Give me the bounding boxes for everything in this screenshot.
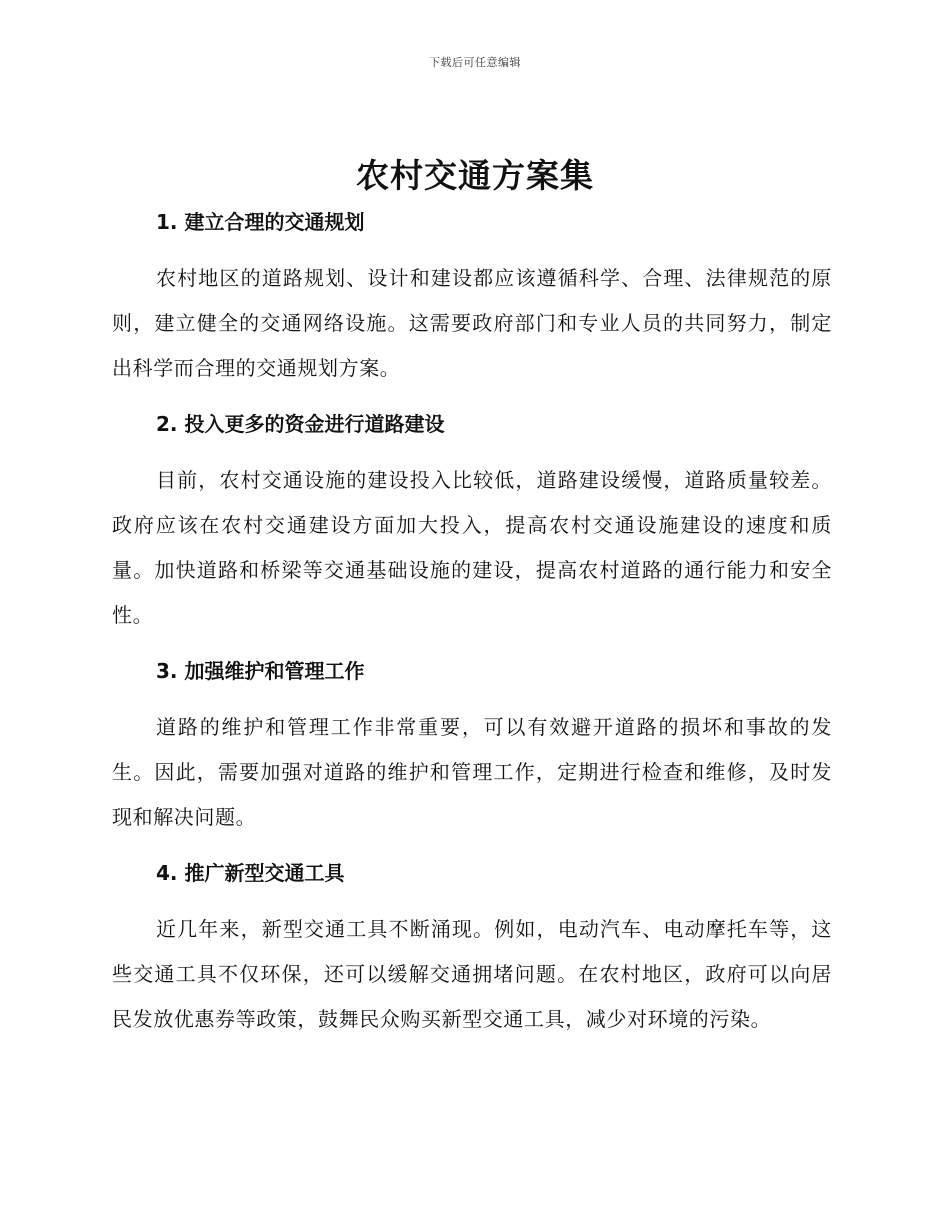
section-heading-1: 1. 建立合理的交通规划 <box>156 210 365 234</box>
document-title: 农村交通方案集 <box>356 156 594 195</box>
section-paragraph-4: 近几年来，新型交通工具不断涌现。例如，电动汽车、电动摩托车等，这些交通工具不仅环保，还可以缓解交通拥堵问题。在农村地区，政府可以向居民发放优惠券等政策，鼓舞民众购买新型交通工具，减少对环境的污染。 <box>112 917 832 1031</box>
section-paragraph-2: 目前，农村交通设施的建设投入比较低，道路建设缓慢，道路质量较差。政府应该在农村交通建设方面加大投入，提高农村交通设施建设的速度和质量。加快道路和桥梁等交通基础设施的建设，提高农村道路的通行能力和安全性。 <box>112 468 832 627</box>
section-paragraph-1: 农村地区的道路规划、设计和建设都应该遵循科学、合理、法律规范的原则，建立健全的交通网络设施。这需要政府部门和专业人员的共同努力，制定出科学而合理的交通规划方案。 <box>112 266 832 380</box>
section-heading-4: 4. 推广新型交通工具 <box>156 861 345 885</box>
section-heading-2: 2. 投入更多的资金进行道路建设 <box>156 412 445 436</box>
document-body <box>112 206 832 1042</box>
header-note: 下载后可任意编辑 <box>429 56 521 69</box>
section-paragraph-3: 道路的维护和管理工作非常重要，可以有效避开道路的损坏和事故的发生。因此，需要加强对道路的维护和管理工作，定期进行检查和维修，及时发现和解决问题。 <box>112 715 832 829</box>
section-heading-3: 3. 加强维护和管理工作 <box>156 659 365 683</box>
